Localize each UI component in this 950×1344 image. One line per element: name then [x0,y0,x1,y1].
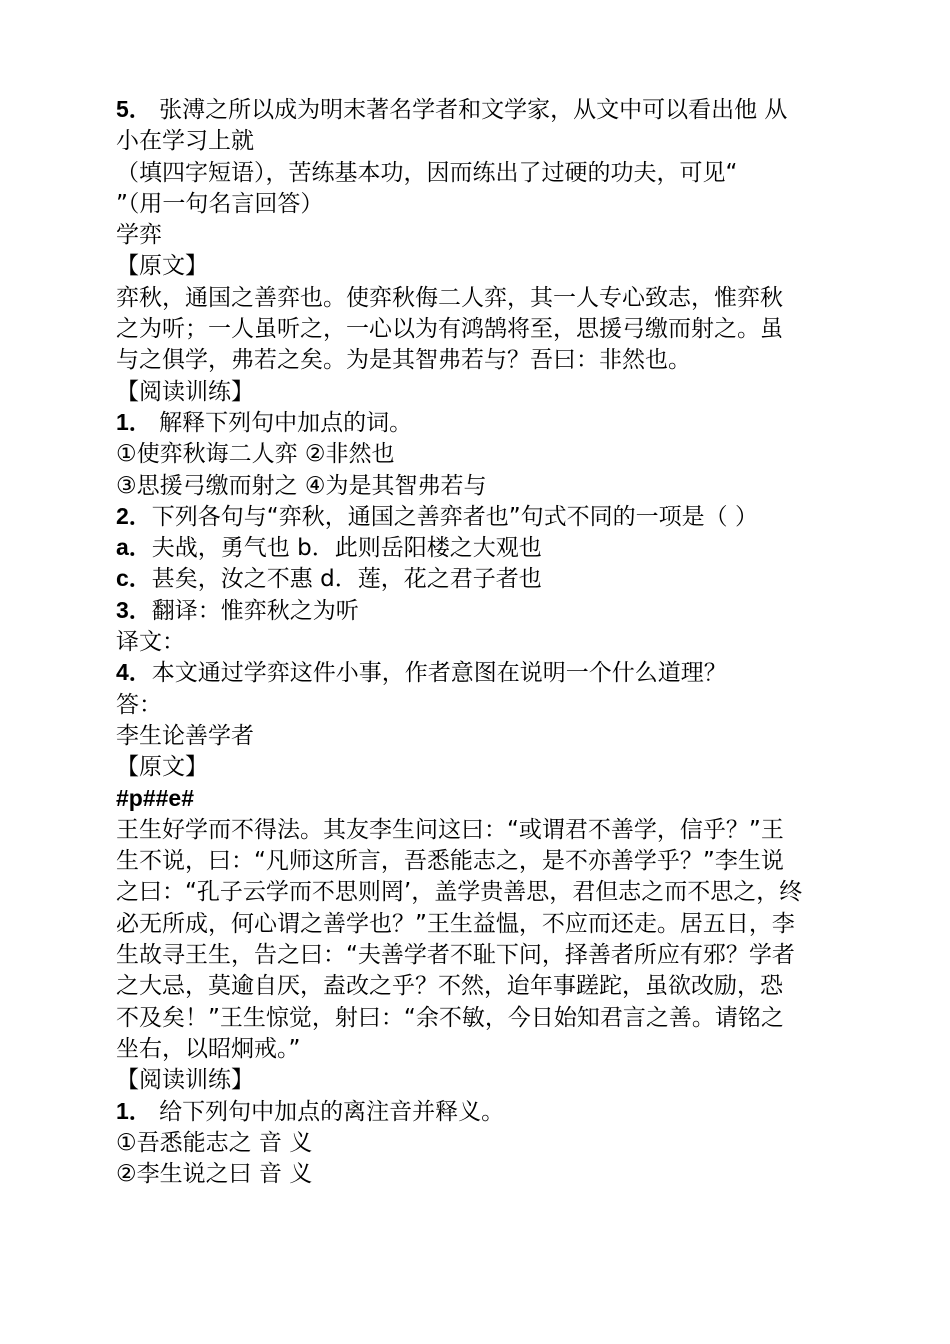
line-text: 小在学习上就 [116,128,254,155]
text-line [116,908,836,939]
question-number: 4． [116,659,152,686]
text-line [116,751,836,782]
line-text: 译文： [116,629,185,656]
text-line [116,501,836,532]
line-text: ①使弈秋诲二人弈 ②非然也 [116,441,395,468]
text-line [116,94,836,125]
text-line [116,1127,836,1158]
text-line [116,1002,836,1033]
line-text: 张溥之所以成为明末著名学者和文学家，从文中可以看出他 从 [151,97,788,123]
text-line [116,282,836,313]
section-heading: 【原文】 [116,253,208,280]
line-text: 之为听；一人虽听之，一心以为有鸿鹄将至，思援弓缴而射之。虽 [116,316,783,343]
section-title: 李生论善学者 [116,722,254,749]
question-number: 1． [116,408,152,435]
line-text: 之大忌，莫逾自厌，盍改之乎？不然，迨年事蹉跎，虽欲改励，恐 [116,973,783,1000]
text-line [116,1064,836,1095]
text-line [116,876,836,907]
line-text: （填四字短语），苦练基本功，因而练出了过硬的功夫，可见“ [116,159,738,186]
line-text: ③思援弓缴而射之 ④为是其智弗若与 [116,472,487,499]
text-line [116,470,836,501]
question-number: 1． [116,1097,152,1124]
line-text: 不及矣！”王生惊觉，射曰：“余不敏，今日始知君言之善。请铭之 [116,1004,784,1031]
text-line [116,595,836,626]
line-text: 坐右，以昭炯戒。” [116,1035,301,1062]
text-line [116,1096,836,1127]
text-line [116,313,836,344]
section-title: 学弈 [116,222,162,249]
line-text: 下列各句与“弈秋，通国之善弈者也”句式不同的一项是（ ） [151,503,758,530]
line-text: ①吾悉能志之 音 义 [116,1129,313,1156]
text-line [116,1158,836,1189]
page-marker: #p##e# [116,784,195,811]
text-line [116,250,836,281]
line-text: 必无所成，何心谓之善学也？”王生益愠，不应而还走。居五日，李 [116,910,795,937]
text-line [116,689,836,720]
line-text: ”（用一句名言回答） [116,190,324,217]
text-line [116,720,836,751]
question-number: 3． [116,596,152,623]
text-line [116,344,836,375]
line-text: 解释下列句中加点的词。 [151,409,413,436]
text-line [116,376,836,407]
text-line [116,438,836,469]
question-number: 5． [116,96,152,122]
line-text: 本文通过学弈这件小事，作者意图在说明一个什么道理？ [151,660,727,687]
line-text: 夫战，勇气也 b．此则岳阳楼之大观也 [151,535,542,562]
line-text: 弈秋，通国之善弈也。使弈秋侮二人弈，其一人专心致志，惟弈秋 [116,284,783,311]
line-text: 生故寻王生，告之曰：“夫善学者不耻下问，择善者所应有邪？学者 [116,942,795,969]
text-line [116,657,836,688]
text-line [116,125,836,156]
text-line [116,188,836,219]
line-text: 给下列句中加点的离注音并释义。 [151,1098,505,1125]
section-heading: 【阅读训练】 [116,378,254,405]
text-line [116,814,836,845]
section-heading: 【阅读训练】 [116,1067,254,1094]
line-text: 与之俱学，弗若之矣。为是其智弗若与？吾曰：非然也。 [116,347,691,374]
line-text: 翻译：惟弈秋之为听 [151,597,359,624]
text-line [116,1033,836,1064]
line-text: 之曰：“孔子云学而不思则罔’，盖学贵善思，君但志之而不思之，终 [116,879,803,906]
text-line [116,845,836,876]
question-number: 2． [116,502,152,529]
option-letter: c． [116,565,152,592]
document-text [116,94,836,1189]
text-line [116,407,836,438]
text-line [116,783,836,814]
text-line [116,219,836,250]
text-line [116,532,836,563]
line-text: 生不说，曰：“凡师这所言，吾悉能志之，是不亦善学乎？”李生说 [116,848,784,875]
text-line [116,157,836,188]
section-heading: 【原文】 [116,754,208,781]
text-line [116,970,836,1001]
line-text: 甚矣，汝之不惠 d．莲，花之君子者也 [151,566,542,593]
text-line [116,939,836,970]
text-line [116,563,836,594]
line-text: 答： [116,691,162,718]
option-letter: a． [116,534,152,561]
text-line [116,626,836,657]
line-text: ②李生说之曰 音 义 [116,1161,313,1188]
line-text: 王生好学而不得法。其友李生问这曰：“或谓君不善学，信乎？”王 [116,816,784,843]
